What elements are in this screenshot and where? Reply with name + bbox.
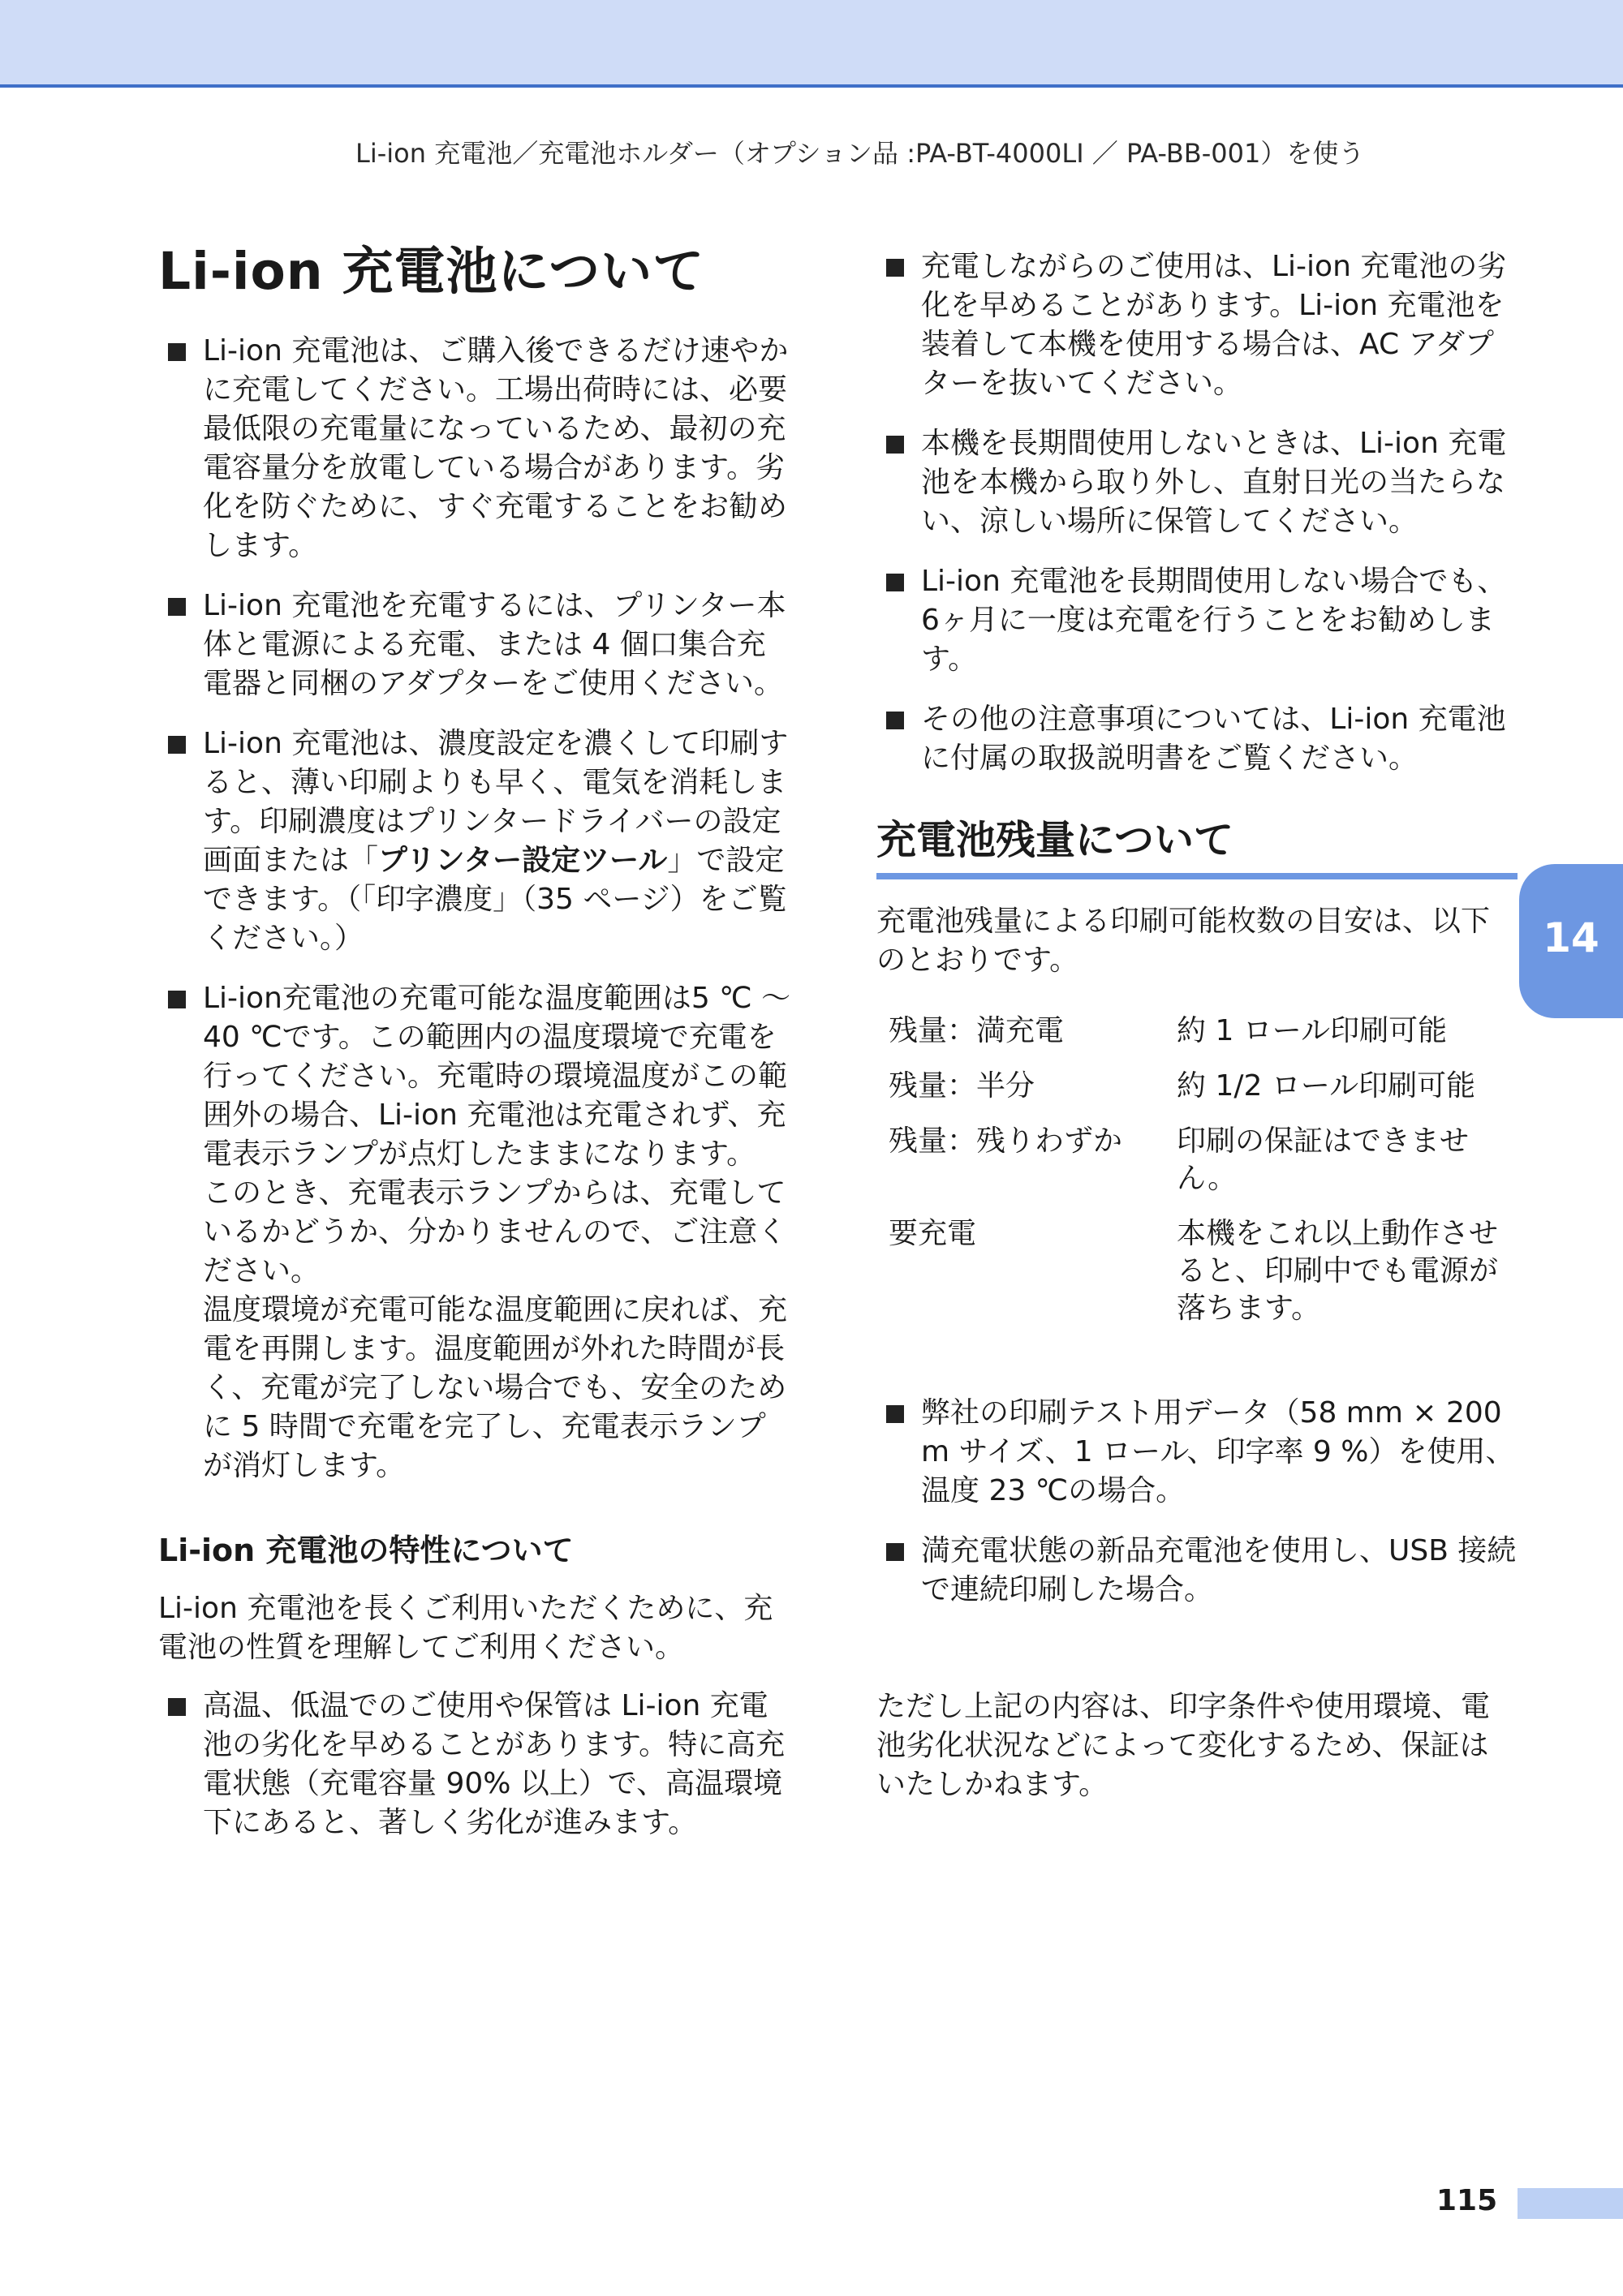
list-item-text: 温度環境が充電可能な温度範囲に戻れば、充電を再開します。温度範囲が外れた時間が長く、充電が完了しない場合でも、安全のために 5 時間で充電を完了し、充電表示ランプが消灯します。	[203, 1293, 788, 1483]
list-item-text: 」で設定できます。（「印字濃度」（35 ページ）をご覧ください。）	[203, 844, 787, 956]
list-item	[158, 724, 791, 958]
list-item	[876, 700, 1518, 778]
battery-state-cell: 要充電	[889, 1217, 977, 1251]
list-item-text: Li-ion 充電池を充電するには、プリンター本体と電源による充電、または 4 個口集合充電器と同梱のアダプターをご使用ください。	[203, 589, 786, 701]
battery-state-cell: 残量：半分	[889, 1069, 1035, 1103]
list-item-text: 満充電状態の新品充電池を使用し、USB 接続で連続印刷した場合。	[921, 1534, 1517, 1607]
bullet-square-icon	[886, 1405, 904, 1423]
list-item-text: 充電しながらのご使用は、Li-ion 充電池の劣化を早めることがあります。Li-ion 充電池を装着して本機を使用する場合は、AC アダプターを抜いてください。	[921, 250, 1507, 400]
list-item-text: 高温、低温でのご使用や保管は Li-ion 充電池の劣化を早めることがあります。特に高充電状態（充電容量 90% 以上）で、高温環境下にあると、著しく劣化が進みます。	[203, 1688, 786, 1839]
list-item	[876, 424, 1518, 541]
bullet-square-icon	[886, 574, 904, 591]
header-band	[0, 0, 1623, 84]
subsection-intro: Li-ion 充電池を長くご利用いただくために、充電池の性質を理解してご利用ください。	[158, 1591, 773, 1664]
left-column	[158, 243, 791, 1864]
bullet-square-icon	[168, 343, 186, 361]
list-item	[876, 247, 1518, 403]
table-row	[889, 1123, 1501, 1215]
list-item-text: 弊社の印刷テスト用データ（58 mm × 200 m サイズ、1 ロール、印字率 9 %）を使用、温度 23 ℃の場合。	[921, 1396, 1515, 1508]
list-item-text: Li-ion 充電池は、ご購入後できるだけ速やかに充電してください。工場出荷時には、必要最低限の充電量になっているため、最初の充電容量分を放電している場合があります。劣化を防ぐために、すぐ充電することをお勧めします。	[203, 334, 789, 563]
page-number: 115	[1436, 2184, 1498, 2217]
table-row	[889, 1068, 1501, 1123]
print-capacity-cell: 本機をこれ以上動作させると、印刷中でも電源が落ちます。	[1177, 1217, 1499, 1326]
list-item	[158, 1687, 791, 1842]
print-capacity-cell: 約 1/2 ロール印刷可能	[1177, 1069, 1476, 1103]
bullet-square-icon	[886, 436, 904, 454]
bullet-square-icon	[886, 712, 904, 729]
list-item	[158, 587, 791, 703]
list-item-text: Li-ion充電池の充電可能な温度範囲は5 ℃ ～ 40 ℃です。この範囲内の温度環境で充電を行ってください。充電時の環境温度がこの範囲外の場合、Li-ion 充電池は充電されず、充電表示ランプが点灯したままになります。	[203, 982, 791, 1172]
battery-state-cell: 残量：満充電	[889, 1014, 1065, 1048]
list-item-text: このとき、充電表示ランプからは、充電しているかどうか、分かりませんので、ご注意ください。	[203, 1176, 787, 1288]
battery-level-table	[889, 1013, 1501, 1345]
header-rule	[0, 84, 1623, 88]
page-number-bar	[1518, 2188, 1623, 2219]
chapter-number: 14	[1543, 914, 1599, 961]
closing-note: ただし上記の内容は、印字条件や使用環境、電池劣化状況などによって変化するため、保証はいたしかねます。	[876, 1690, 1491, 1802]
subsection-title: Li-ion 充電池の特性について	[158, 1533, 574, 1569]
table-row	[889, 1215, 1501, 1345]
battery-state-cell: 残量：残りわずか	[889, 1124, 1123, 1159]
list-item	[158, 332, 791, 565]
list-item	[876, 1532, 1518, 1610]
bullet-square-icon	[886, 1543, 904, 1561]
running-header: Li-ion 充電池／充電池ホルダー（オプション品 :PA-BT-4000LI ／ PA-BB-001）を使う	[355, 138, 1365, 169]
print-capacity-cell: 印刷の保証はできません。	[1177, 1124, 1470, 1196]
bullet-square-icon	[886, 259, 904, 277]
bullet-square-icon	[168, 736, 186, 754]
bullet-square-icon	[168, 1698, 186, 1716]
page-title: Li-ion 充電池について	[158, 242, 705, 301]
battery-bullet-list-continued	[876, 247, 1518, 778]
section-title: 充電池残量について	[876, 815, 1518, 879]
chapter-tab	[1519, 864, 1623, 1018]
battery-bullet-list	[158, 332, 791, 1486]
bullet-square-icon	[168, 991, 186, 1008]
print-capacity-cell: 約 1 ロール印刷可能	[1177, 1014, 1448, 1048]
list-item-text: Li-ion 充電池は、濃度設定を濃くして印刷すると、薄い印刷よりも早く、電気を消耗します。印刷濃度はプリンタードライバーの設定画面または「	[203, 727, 789, 878]
list-item-text: 本機を長期間使用しないときは、Li-ion 充電池を本機から取り外し、直射日光の当たらない、涼しい場所に保管してください。	[921, 427, 1507, 538]
characteristics-bullet-list	[158, 1687, 791, 1842]
list-item	[876, 1394, 1518, 1511]
list-item-text: Li-ion 充電池を長期間使用しない場合でも、6ヶ月に一度は充電を行うことをお勧めします。	[921, 565, 1507, 676]
bullet-square-icon	[168, 598, 186, 616]
right-column	[876, 247, 1518, 1804]
notes-bullet-list	[876, 1394, 1518, 1610]
list-item-text: その他の注意事項については、Li-ion 充電池に付属の取扱説明書をご覧ください。	[921, 703, 1506, 775]
printer-setting-tool-link-text: プリンター設定ツール	[378, 844, 668, 878]
list-item	[876, 562, 1518, 679]
section-intro: 充電池残量による印刷可能枚数の目安は、以下のとおりです。	[876, 905, 1491, 978]
table-row	[889, 1013, 1501, 1068]
list-item	[158, 979, 791, 1486]
